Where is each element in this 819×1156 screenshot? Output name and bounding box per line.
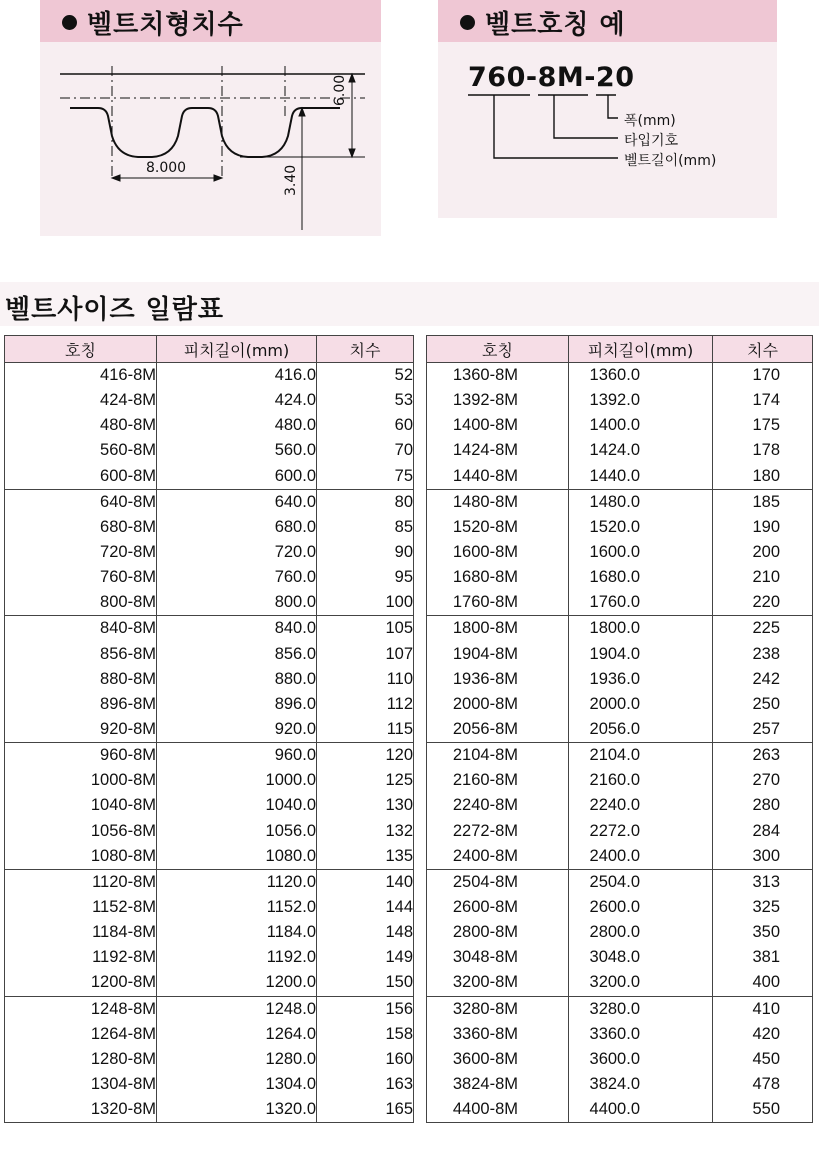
designation-cell: 1600-8M — [427, 540, 569, 565]
table-row — [427, 1097, 813, 1123]
pitch-length-cell: 1600.0 — [569, 540, 713, 565]
teeth-cell: 242 — [713, 667, 813, 692]
teeth-cell: 110 — [317, 667, 414, 692]
table-row — [5, 768, 414, 793]
table-row — [427, 869, 813, 895]
designation-cell: 3600-8M — [427, 1047, 569, 1072]
table-row — [5, 970, 414, 996]
teeth-cell: 80 — [317, 489, 414, 515]
designation-cell: 1040-8M — [5, 793, 157, 818]
teeth-cell: 381 — [713, 945, 813, 970]
table-row — [427, 565, 813, 590]
designation-cell: 920-8M — [5, 717, 157, 743]
teeth-cell: 165 — [317, 1097, 414, 1123]
teeth-cell: 107 — [317, 642, 414, 667]
designation-cell: 3360-8M — [427, 1022, 569, 1047]
teeth-cell: 132 — [317, 819, 414, 844]
teeth-cell: 90 — [317, 540, 414, 565]
pitch-length-cell: 2600.0 — [569, 895, 713, 920]
pitch-length-cell: 600.0 — [157, 464, 317, 490]
table-row — [427, 844, 813, 870]
designation-cell: 480-8M — [5, 413, 157, 438]
pitch-length-cell: 1280.0 — [157, 1047, 317, 1072]
table-row — [5, 996, 414, 1022]
designation-cell: 1400-8M — [427, 413, 569, 438]
pitch-length-cell: 4400.0 — [569, 1097, 713, 1123]
pitch-length-cell: 2400.0 — [569, 844, 713, 870]
teeth-cell: 263 — [713, 743, 813, 769]
table-row — [5, 388, 414, 413]
table-row — [427, 768, 813, 793]
designation-cell: 840-8M — [5, 616, 157, 642]
tooth-profile-panel — [40, 0, 381, 236]
teeth-cell: 174 — [713, 388, 813, 413]
designation-cell: 640-8M — [5, 489, 157, 515]
height-dimension-label: 6.00 — [332, 74, 348, 106]
pitch-length-cell: 2240.0 — [569, 793, 713, 818]
teeth-cell: 95 — [317, 565, 414, 590]
teeth-cell: 190 — [713, 515, 813, 540]
teeth-cell: 178 — [713, 438, 813, 463]
designation-cell: 2272-8M — [427, 819, 569, 844]
designation-cell: 3280-8M — [427, 996, 569, 1022]
designation-cell: 1520-8M — [427, 515, 569, 540]
width-callout: 폭(mm) — [624, 113, 676, 129]
designation-cell: 856-8M — [5, 642, 157, 667]
designation-cell: 2600-8M — [427, 895, 569, 920]
pitch-length-cell: 1152.0 — [157, 895, 317, 920]
pitch-length-cell: 880.0 — [157, 667, 317, 692]
designation-cell: 2000-8M — [427, 692, 569, 717]
teeth-cell: 450 — [713, 1047, 813, 1072]
pitch-length-cell: 856.0 — [157, 642, 317, 667]
table-row — [427, 895, 813, 920]
tooth-profile-diagram — [40, 0, 381, 236]
pitch-length-cell: 680.0 — [157, 515, 317, 540]
table-row — [427, 920, 813, 945]
teeth-cell: 238 — [713, 642, 813, 667]
designation-cell: 1360-8M — [427, 363, 569, 389]
designation-cell: 1424-8M — [427, 438, 569, 463]
teeth-cell: 170 — [713, 363, 813, 389]
designation-cell: 1280-8M — [5, 1047, 157, 1072]
pitch-length-cell: 416.0 — [157, 363, 317, 389]
pitch-length-cell: 1200.0 — [157, 970, 317, 996]
table-row — [5, 464, 414, 490]
table-row — [427, 413, 813, 438]
designation-cell: 1936-8M — [427, 667, 569, 692]
pitch-length-cell: 1320.0 — [157, 1097, 317, 1123]
designation-cell: 3824-8M — [427, 1072, 569, 1097]
teeth-cell: 130 — [317, 793, 414, 818]
designation-cell: 2240-8M — [427, 793, 569, 818]
pitch-length-cell: 640.0 — [157, 489, 317, 515]
pitch-length-cell: 800.0 — [157, 590, 317, 616]
table-row — [5, 793, 414, 818]
designation-cell: 1800-8M — [427, 616, 569, 642]
teeth-cell: 270 — [713, 768, 813, 793]
pitch-length-cell: 1264.0 — [157, 1022, 317, 1047]
teeth-cell: 175 — [713, 413, 813, 438]
table-row — [427, 819, 813, 844]
table-row — [427, 945, 813, 970]
table-row — [5, 489, 414, 515]
type-callout: 타입기호 — [624, 133, 679, 149]
table-row — [5, 515, 414, 540]
designation-cell: 1304-8M — [5, 1072, 157, 1097]
pitch-length-cell: 3048.0 — [569, 945, 713, 970]
designation-cell: 2104-8M — [427, 743, 569, 769]
designation-cell: 2400-8M — [427, 844, 569, 870]
pitch-length-cell: 1904.0 — [569, 642, 713, 667]
designation-cell: 760-8M — [5, 565, 157, 590]
pitch-length-cell: 1400.0 — [569, 413, 713, 438]
table-row — [5, 438, 414, 463]
pitch-dimension-label: 8.000 — [146, 160, 187, 176]
teeth-cell: 280 — [713, 793, 813, 818]
pitch-length-cell: 760.0 — [157, 565, 317, 590]
designation-cell: 2160-8M — [427, 768, 569, 793]
teeth-cell: 225 — [713, 616, 813, 642]
table-row — [427, 793, 813, 818]
designation-panel — [438, 0, 777, 218]
table-row — [5, 869, 414, 895]
pitch-length-cell: 2160.0 — [569, 768, 713, 793]
teeth-cell: 100 — [317, 590, 414, 616]
designation-cell: 2800-8M — [427, 920, 569, 945]
teeth-cell: 53 — [317, 388, 414, 413]
pitch-length-cell: 1360.0 — [569, 363, 713, 389]
table-row — [5, 895, 414, 920]
table-row — [427, 515, 813, 540]
table-row — [5, 692, 414, 717]
pitch-length-cell: 3824.0 — [569, 1072, 713, 1097]
teeth-cell: 70 — [317, 438, 414, 463]
pitch-length-cell: 1800.0 — [569, 616, 713, 642]
pitch-length-cell: 480.0 — [157, 413, 317, 438]
pitch-length-cell: 3280.0 — [569, 996, 713, 1022]
table-row — [5, 1072, 414, 1097]
pitch-length-cell: 1760.0 — [569, 590, 713, 616]
designation-cell: 600-8M — [5, 464, 157, 490]
pitch-length-cell: 424.0 — [157, 388, 317, 413]
designation-cell: 1152-8M — [5, 895, 157, 920]
table-row — [427, 616, 813, 642]
designation-cell: 1760-8M — [427, 590, 569, 616]
table-row — [427, 692, 813, 717]
table-row — [5, 667, 414, 692]
table-row — [427, 438, 813, 463]
pitch-length-cell: 1056.0 — [157, 819, 317, 844]
size-table-title: 벨트사이즈 일람표 — [5, 295, 224, 325]
teeth-cell: 149 — [317, 945, 414, 970]
designation-cell: 1320-8M — [5, 1097, 157, 1123]
table-row — [5, 413, 414, 438]
table-row — [427, 996, 813, 1022]
table-row — [5, 590, 414, 616]
table-row — [427, 717, 813, 743]
designation-cell: 424-8M — [5, 388, 157, 413]
teeth-cell: 400 — [713, 970, 813, 996]
designation-cell: 2056-8M — [427, 717, 569, 743]
table-row — [427, 1047, 813, 1072]
pitch-length-cell: 2504.0 — [569, 869, 713, 895]
pitch-length-cell: 3600.0 — [569, 1047, 713, 1072]
designation-cell: 1392-8M — [427, 388, 569, 413]
designation-cell: 560-8M — [5, 438, 157, 463]
teeth-cell: 148 — [317, 920, 414, 945]
pitch-length-cell: 1936.0 — [569, 667, 713, 692]
pitch-length-cell: 1392.0 — [569, 388, 713, 413]
table-row — [427, 388, 813, 413]
pitch-length-cell: 1040.0 — [157, 793, 317, 818]
tooth-depth-label: 3.40 — [283, 164, 299, 196]
table-row — [427, 667, 813, 692]
pitch-length-cell: 1440.0 — [569, 464, 713, 490]
teeth-cell: 115 — [317, 717, 414, 743]
designation-cell: 1680-8M — [427, 565, 569, 590]
pitch-length-cell: 720.0 — [157, 540, 317, 565]
teeth-cell: 185 — [713, 489, 813, 515]
pitch-length-cell: 896.0 — [157, 692, 317, 717]
teeth-cell: 284 — [713, 819, 813, 844]
pitch-length-cell: 960.0 — [157, 743, 317, 769]
designation-cell: 880-8M — [5, 667, 157, 692]
table-row — [5, 1022, 414, 1047]
table-row — [5, 565, 414, 590]
teeth-cell: 52 — [317, 363, 414, 389]
table-row — [427, 1022, 813, 1047]
pitch-length-cell: 1248.0 — [157, 996, 317, 1022]
teeth-cell: 150 — [317, 970, 414, 996]
table-row — [427, 590, 813, 616]
designation-cell: 1120-8M — [5, 869, 157, 895]
pitch-length-cell: 3200.0 — [569, 970, 713, 996]
designation-cell: 720-8M — [5, 540, 157, 565]
col-header-pitch-length: 피치길이(mm) — [569, 336, 713, 363]
pitch-length-cell: 2000.0 — [569, 692, 713, 717]
table-row — [5, 540, 414, 565]
pitch-length-cell: 2800.0 — [569, 920, 713, 945]
teeth-cell: 410 — [713, 996, 813, 1022]
designation-title-text: 벨트호칭 예 — [485, 10, 626, 40]
pitch-length-cell: 1304.0 — [157, 1072, 317, 1097]
table-row — [5, 717, 414, 743]
designation-cell: 1184-8M — [5, 920, 157, 945]
pitch-length-cell: 1080.0 — [157, 844, 317, 870]
teeth-cell: 135 — [317, 844, 414, 870]
table-row — [427, 743, 813, 769]
table-row — [5, 1047, 414, 1072]
teeth-cell: 420 — [713, 1022, 813, 1047]
col-header-teeth: 치수 — [317, 336, 414, 363]
teeth-cell: 180 — [713, 464, 813, 490]
table-row — [427, 363, 813, 389]
callout-lines — [438, 0, 777, 218]
designation-cell: 800-8M — [5, 590, 157, 616]
teeth-cell: 144 — [317, 895, 414, 920]
teeth-cell: 257 — [713, 717, 813, 743]
tooth-profile-title-text: 벨트치형치수 — [87, 10, 244, 40]
teeth-cell: 160 — [317, 1047, 414, 1072]
teeth-cell: 325 — [713, 895, 813, 920]
pitch-length-cell: 1192.0 — [157, 945, 317, 970]
col-header-designation: 호칭 — [5, 336, 157, 363]
size-table-right — [426, 335, 813, 1123]
teeth-cell: 313 — [713, 869, 813, 895]
table-row — [427, 540, 813, 565]
table-row — [5, 1097, 414, 1123]
teeth-cell: 478 — [713, 1072, 813, 1097]
designation-cell: 960-8M — [5, 743, 157, 769]
designation-cell: 1264-8M — [5, 1022, 157, 1047]
pitch-length-cell: 1480.0 — [569, 489, 713, 515]
designation-cell: 1904-8M — [427, 642, 569, 667]
designation-cell: 1056-8M — [5, 819, 157, 844]
table-row — [5, 920, 414, 945]
teeth-cell: 85 — [317, 515, 414, 540]
designation-cell: 1192-8M — [5, 945, 157, 970]
teeth-cell: 105 — [317, 616, 414, 642]
table-row — [5, 844, 414, 870]
designation-cell: 1200-8M — [5, 970, 157, 996]
col-header-teeth: 치수 — [713, 336, 813, 363]
col-header-pitch-length: 피치길이(mm) — [157, 336, 317, 363]
pitch-length-cell: 1680.0 — [569, 565, 713, 590]
teeth-cell: 210 — [713, 565, 813, 590]
designation-cell: 896-8M — [5, 692, 157, 717]
table-row — [5, 743, 414, 769]
designation-cell: 680-8M — [5, 515, 157, 540]
teeth-cell: 125 — [317, 768, 414, 793]
designation-code: 760-8M-20 — [468, 62, 635, 93]
pitch-length-cell: 920.0 — [157, 717, 317, 743]
table-row — [5, 945, 414, 970]
teeth-cell: 220 — [713, 590, 813, 616]
length-callout: 벨트길이(mm) — [624, 153, 717, 169]
teeth-cell: 120 — [317, 743, 414, 769]
table-row — [427, 642, 813, 667]
teeth-cell: 75 — [317, 464, 414, 490]
table-row — [427, 464, 813, 490]
teeth-cell: 550 — [713, 1097, 813, 1123]
table-row — [427, 489, 813, 515]
teeth-cell: 163 — [317, 1072, 414, 1097]
pitch-length-cell: 1000.0 — [157, 768, 317, 793]
size-table-left — [4, 335, 414, 1123]
designation-cell: 1480-8M — [427, 489, 569, 515]
pitch-length-cell: 3360.0 — [569, 1022, 713, 1047]
pitch-length-cell: 2056.0 — [569, 717, 713, 743]
teeth-cell: 300 — [713, 844, 813, 870]
designation-cell: 4400-8M — [427, 1097, 569, 1123]
teeth-cell: 156 — [317, 996, 414, 1022]
designation-cell: 3048-8M — [427, 945, 569, 970]
table-row — [5, 616, 414, 642]
designation-cell: 3200-8M — [427, 970, 569, 996]
teeth-cell: 350 — [713, 920, 813, 945]
pitch-length-cell: 2104.0 — [569, 743, 713, 769]
teeth-cell: 250 — [713, 692, 813, 717]
table-row — [5, 363, 414, 389]
pitch-length-cell: 2272.0 — [569, 819, 713, 844]
teeth-cell: 158 — [317, 1022, 414, 1047]
table-row — [5, 642, 414, 667]
pitch-length-cell: 1120.0 — [157, 869, 317, 895]
teeth-cell: 140 — [317, 869, 414, 895]
table-row — [427, 970, 813, 996]
pitch-length-cell: 560.0 — [157, 438, 317, 463]
pitch-length-cell: 840.0 — [157, 616, 317, 642]
designation-cell: 1248-8M — [5, 996, 157, 1022]
designation-cell: 1440-8M — [427, 464, 569, 490]
col-header-designation: 호칭 — [427, 336, 569, 363]
pitch-length-cell: 1520.0 — [569, 515, 713, 540]
designation-cell: 2504-8M — [427, 869, 569, 895]
designation-cell: 1080-8M — [5, 844, 157, 870]
pitch-length-cell: 1424.0 — [569, 438, 713, 463]
designation-cell: 1000-8M — [5, 768, 157, 793]
teeth-cell: 60 — [317, 413, 414, 438]
table-row — [427, 1072, 813, 1097]
table-row — [5, 819, 414, 844]
teeth-cell: 200 — [713, 540, 813, 565]
pitch-length-cell: 1184.0 — [157, 920, 317, 945]
designation-cell: 416-8M — [5, 363, 157, 389]
teeth-cell: 112 — [317, 692, 414, 717]
